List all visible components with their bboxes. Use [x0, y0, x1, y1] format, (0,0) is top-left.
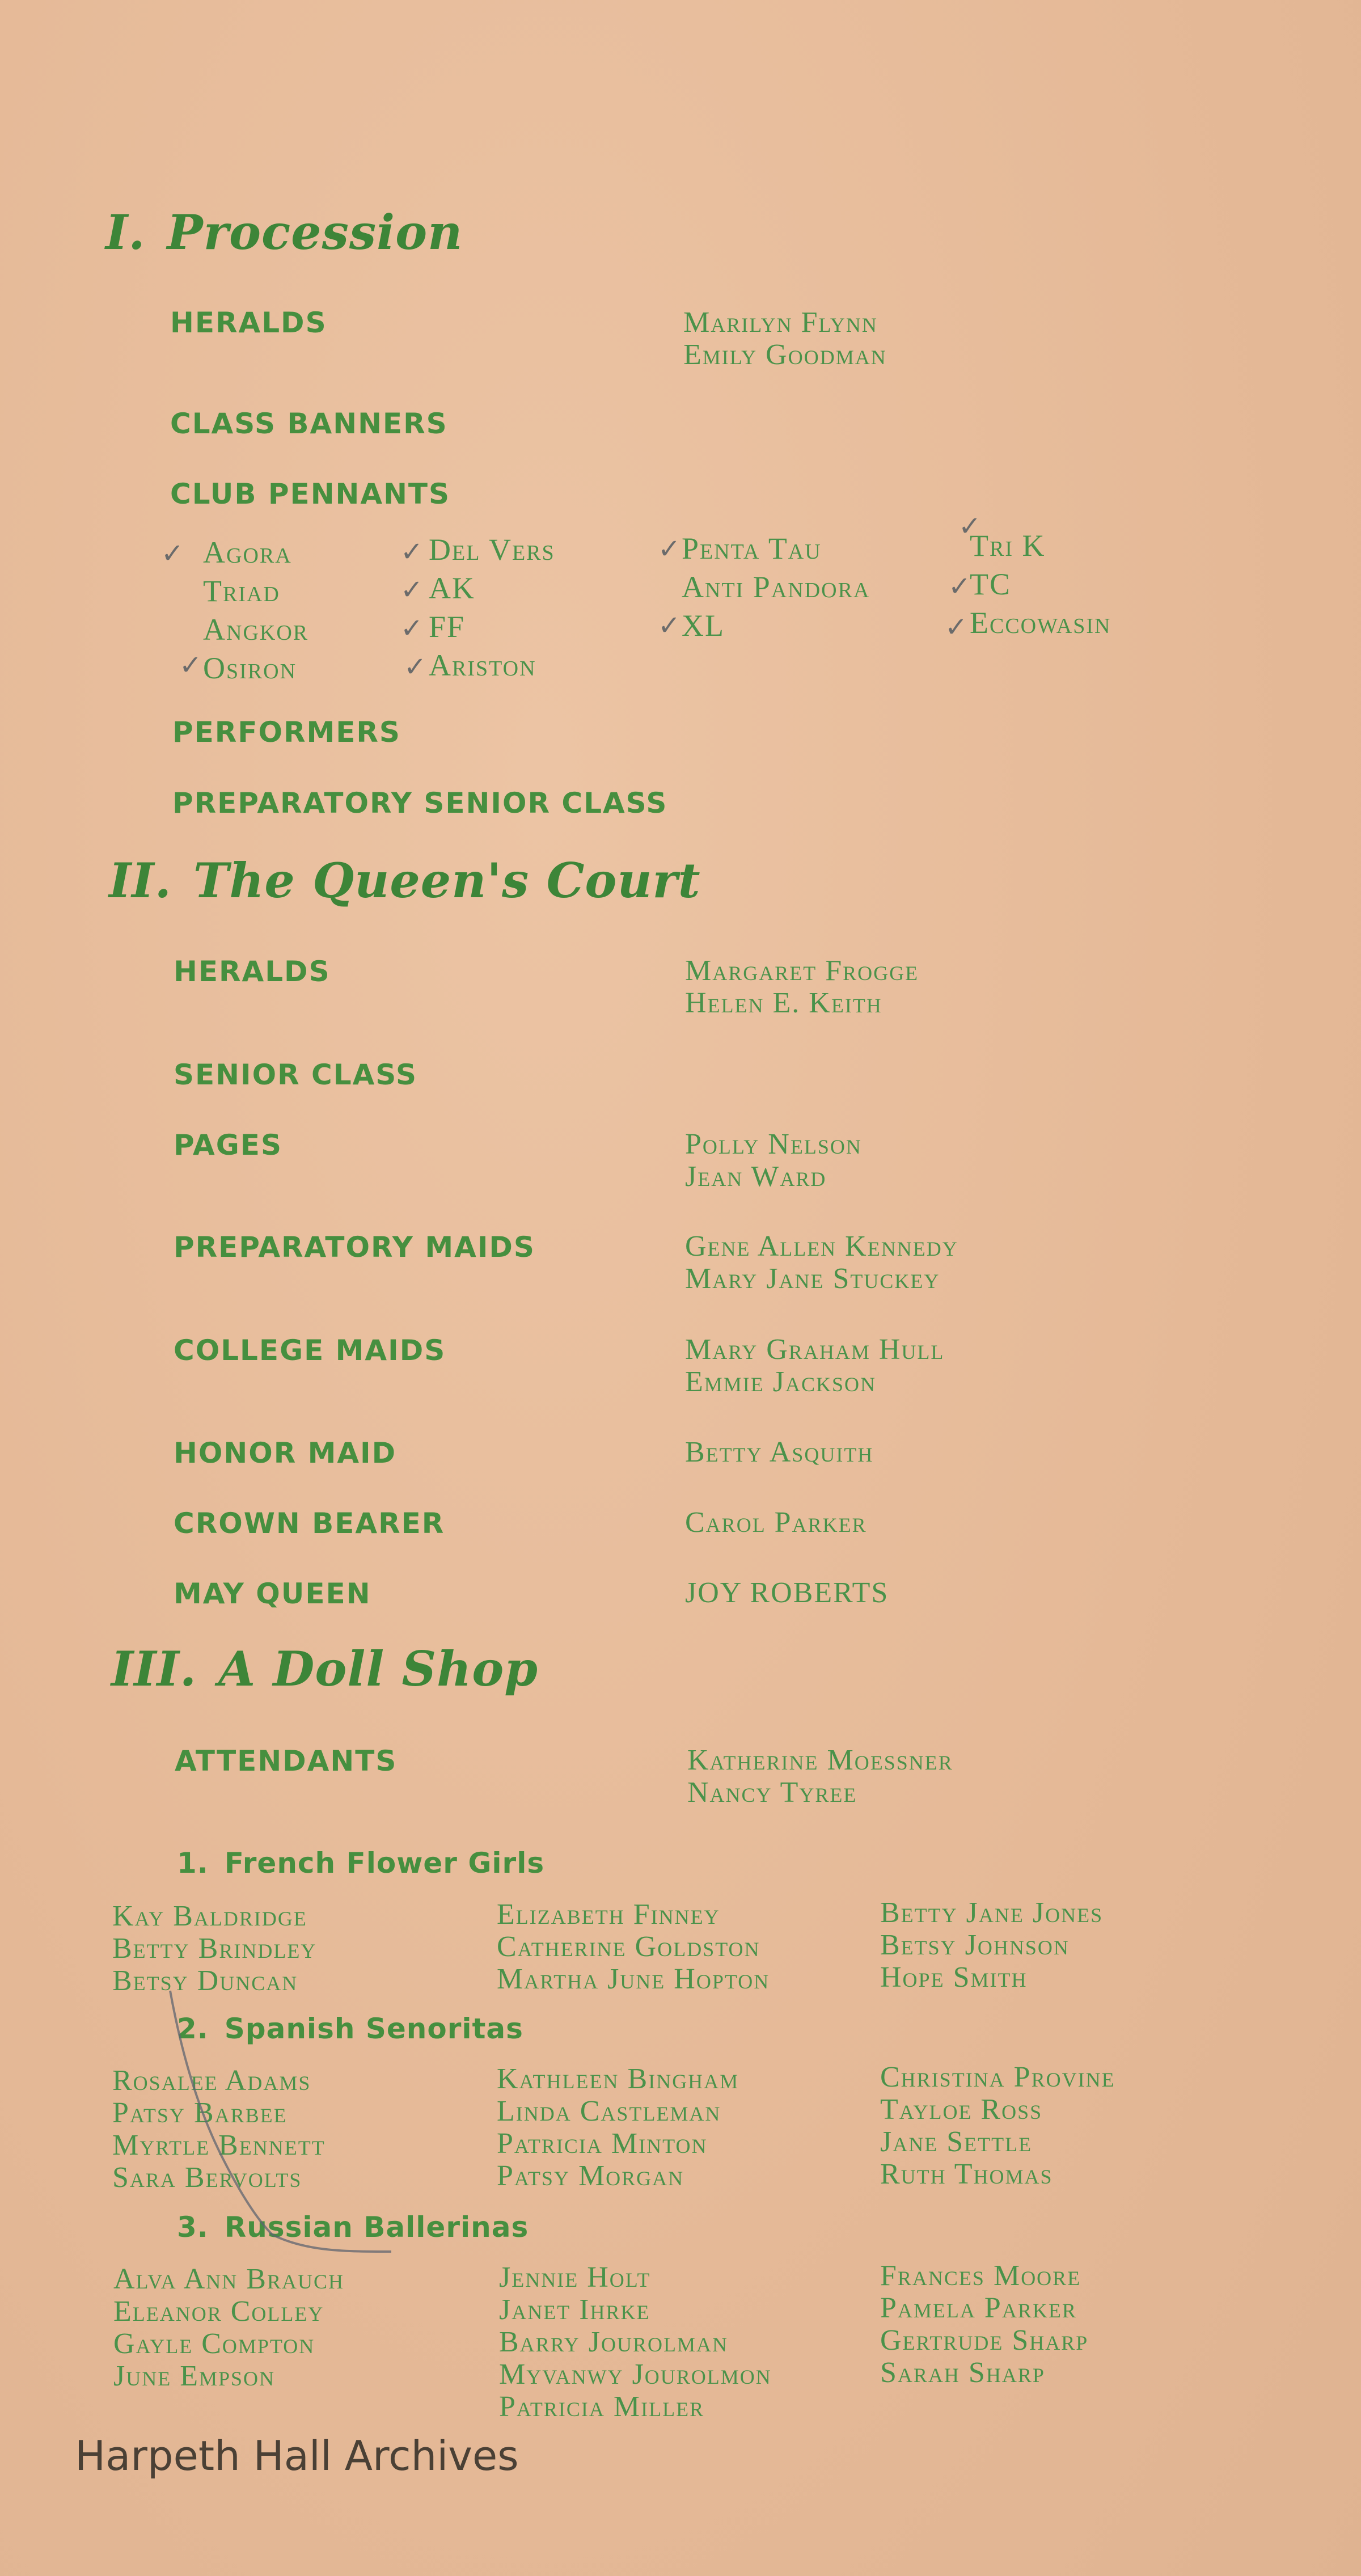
performer-name: Patsy Morgan: [497, 2160, 684, 2192]
section-title: The Queen's Court: [193, 852, 701, 909]
club-name: Agora: [203, 535, 292, 569]
pencil-check-icon: ✓: [400, 536, 424, 568]
maid-name: Gene Allen Kennedy: [685, 1230, 958, 1262]
performer-name: Patsy Barbee: [112, 2097, 288, 2129]
performer-name: Betty Brindley: [112, 1932, 317, 1965]
club-name: Tri K: [970, 529, 1046, 563]
group-names-column: [112, 1900, 316, 1997]
archive-watermark: Harpeth Hall Archives: [75, 2432, 519, 2480]
performer-name: Pamela Parker: [880, 2292, 1077, 2324]
club-name: Anti Pandora: [682, 570, 870, 604]
club-pennants-label: CLUB PENNANTS: [170, 478, 451, 510]
section-heading-procession: [105, 204, 463, 260]
performer-name: Myrtle Bennett: [112, 2129, 326, 2161]
group-names-column: [880, 2260, 1088, 2389]
section-number: III.: [111, 1641, 197, 1697]
performer-name: Kathleen Bingham: [497, 2063, 739, 2095]
group-names-column: [497, 2063, 739, 2192]
group-number: 1.: [177, 1847, 209, 1880]
pencil-check-icon: ✓: [400, 574, 424, 606]
attendants-names: [687, 1744, 953, 1809]
preparatory-senior-class-label: PREPARATORY SENIOR CLASS: [172, 787, 668, 820]
performer-name: Eleanor Colley: [113, 2295, 324, 2328]
pencil-check-icon: ✓: [161, 538, 184, 569]
club-name: AK: [429, 571, 475, 605]
pencil-check-icon: ✓: [658, 610, 681, 641]
performer-name: Christina Provine: [880, 2061, 1115, 2093]
maid-name: Mary Jane Stuckey: [685, 1262, 940, 1295]
maid-name: Mary Graham Hull: [685, 1333, 945, 1366]
pencil-check-icon: ✓: [948, 571, 971, 602]
performer-name: Sara Bervolts: [112, 2161, 302, 2194]
may-queen-label: MAY QUEEN: [174, 1577, 371, 1610]
club-name: FF: [429, 610, 466, 644]
attendants-label: ATTENDANTS: [175, 1745, 398, 1777]
honor-maid-label: HONOR MAID: [174, 1437, 397, 1469]
section-number: II.: [109, 852, 172, 909]
may-queen-name: JOY ROBERTS: [685, 1577, 889, 1609]
heralds-names: [685, 955, 919, 1019]
club-name: Penta Tau: [682, 531, 822, 565]
club-name: Ariston: [429, 648, 536, 682]
pencil-check-icon: ✓: [179, 649, 202, 681]
club-column-2: [429, 530, 555, 685]
performer-name: Tayloe Ross: [880, 2093, 1043, 2126]
heralds-names: [683, 306, 887, 371]
performer-name: Patricia Minton: [497, 2127, 708, 2160]
heralds-label: HERALDS: [170, 306, 327, 339]
performers-label: PERFORMERS: [172, 716, 401, 749]
club-name: Triad: [203, 574, 280, 608]
group-number: 3.: [177, 2211, 209, 2244]
performer-name: Ruth Thomas: [880, 2158, 1053, 2190]
club-name: Osiron: [203, 651, 297, 685]
performer-name: Gertrude Sharp: [880, 2324, 1089, 2357]
performer-name: Betty Jane Jones: [880, 1897, 1104, 1929]
performer-name: Elizabeth Finney: [497, 1898, 720, 1931]
college-maids-label: COLLEGE MAIDS: [174, 1334, 446, 1367]
heralds-label: HERALDS: [174, 955, 331, 988]
pencil-check-icon: ✓: [400, 613, 424, 644]
pencil-check-icon: ✓: [404, 651, 427, 683]
attendant-name: Katherine Moessner: [687, 1744, 953, 1776]
group-title: French Flower Girls: [224, 1847, 545, 1880]
club-column-4: [970, 526, 1111, 642]
maid-name: Emmie Jackson: [685, 1366, 877, 1398]
section-heading-queens-court: [109, 852, 701, 909]
section-title: Procession: [167, 204, 463, 260]
pencil-check-icon: ✓: [958, 510, 982, 542]
performer-name: Barry Jourolman: [499, 2326, 728, 2358]
group-names-column: [880, 2061, 1115, 2190]
group-title: Russian Ballerinas: [224, 2211, 529, 2244]
honor-maid-name: Betty Asquith: [685, 1436, 874, 1468]
class-banners-label: CLASS BANNERS: [170, 407, 448, 440]
section-number: I.: [105, 204, 146, 260]
section-heading-doll-shop: [111, 1641, 538, 1697]
performer-name: Janet Ihrke: [499, 2294, 650, 2326]
group-names-column: [499, 2261, 772, 2423]
club-name: Del Vers: [429, 533, 555, 567]
performer-name: Sarah Sharp: [880, 2357, 1045, 2389]
page-name: Jean Ward: [685, 1160, 827, 1193]
performer-name: Hope Smith: [880, 1961, 1028, 1994]
herald-name: Emily Goodman: [683, 339, 887, 371]
crown-bearer-label: CROWN BEARER: [174, 1507, 445, 1540]
performer-name: Linda Castleman: [497, 2095, 721, 2127]
group-names-column: [497, 1898, 770, 1995]
performer-name: Jane Settle: [880, 2126, 1033, 2158]
group-names-column: [880, 1897, 1103, 1994]
club-name: TC: [970, 567, 1012, 601]
pages-label: PAGES: [174, 1129, 282, 1162]
performer-name: Myvanwy Jourolmon: [499, 2358, 772, 2391]
pages-names: [685, 1128, 862, 1193]
pencil-stroke-mark: [159, 1985, 420, 2280]
herald-name: Marilyn Flynn: [683, 306, 878, 339]
group-number: 2.: [177, 2012, 209, 2045]
performer-name: Alva Ann Brauch: [113, 2263, 344, 2295]
group-heading-french-flower-girls: [177, 1847, 544, 1880]
preparatory-maids-names: [685, 1230, 958, 1295]
club-column-3: [682, 529, 870, 645]
performer-name: Betsy Johnson: [880, 1929, 1070, 1961]
pencil-check-icon: ✓: [945, 611, 968, 643]
club-name: Eccowasin: [970, 606, 1111, 640]
performer-name: Gayle Compton: [113, 2328, 315, 2360]
performer-name: June Empson: [113, 2360, 276, 2392]
college-maids-names: [685, 1333, 944, 1398]
performer-name: Rosalee Adams: [112, 2064, 311, 2097]
performer-name: Martha June Hopton: [497, 1963, 770, 1995]
herald-name: Margaret Frogge: [685, 955, 919, 987]
performer-name: Betsy Duncan: [112, 1965, 298, 1997]
group-title: Spanish Senoritas: [224, 2012, 523, 2045]
attendant-name: Nancy Tyree: [687, 1776, 857, 1809]
group-names-column: [113, 2263, 344, 2392]
crown-bearer-name: Carol Parker: [685, 1506, 867, 1539]
pencil-check-icon: ✓: [658, 533, 681, 565]
performer-name: Frances Moore: [880, 2260, 1081, 2292]
club-name: Angkor: [203, 613, 309, 647]
performer-name: Catherine Goldston: [497, 1931, 760, 1963]
preparatory-maids-label: PREPARATORY MAIDS: [174, 1231, 535, 1264]
performer-name: Kay Baldridge: [112, 1900, 307, 1932]
section-title: A Doll Shop: [218, 1641, 538, 1697]
club-column-1: [203, 533, 308, 687]
club-name: XL: [682, 609, 725, 643]
herald-name: Helen E. Keith: [685, 987, 882, 1019]
performer-name: Patricia Miller: [499, 2391, 705, 2423]
senior-class-label: SENIOR CLASS: [174, 1058, 418, 1091]
page-name: Polly Nelson: [685, 1128, 862, 1160]
performer-name: Jennie Holt: [499, 2261, 651, 2294]
